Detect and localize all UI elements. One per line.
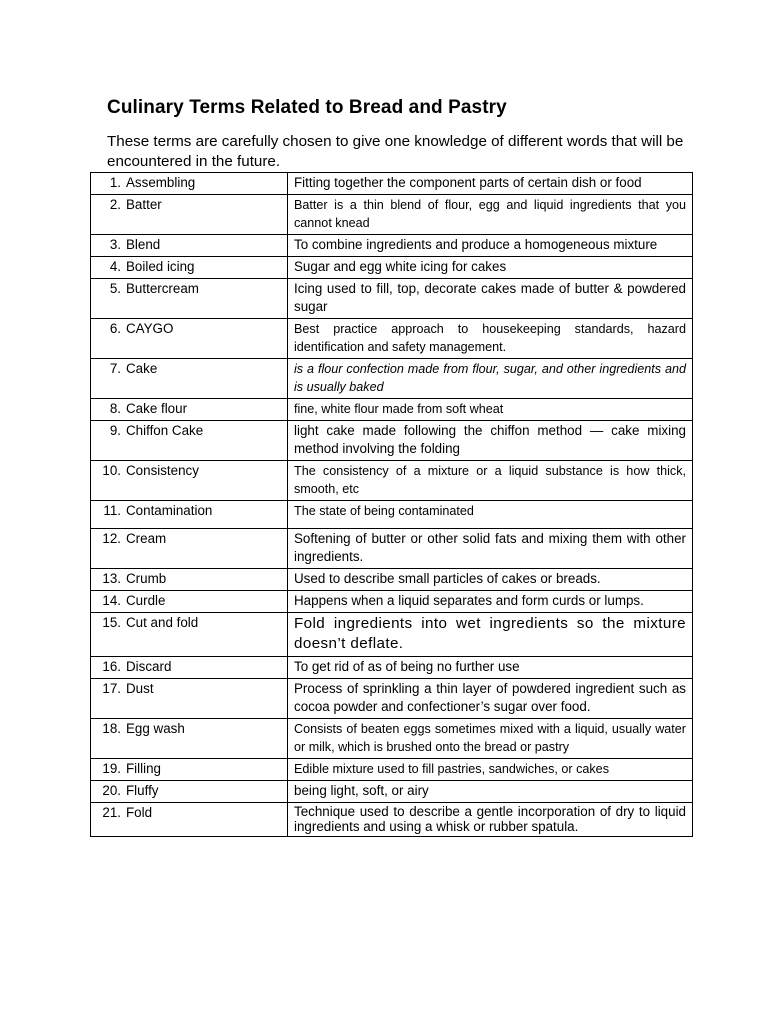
term-cell [91, 803, 288, 837]
term-number: 12. [102, 531, 121, 546]
table-row [91, 461, 693, 501]
term-cell [91, 195, 288, 235]
table-row [91, 235, 693, 257]
term-number: 19. [102, 761, 121, 776]
term-number: 14. [102, 593, 121, 608]
term-cell [91, 759, 288, 781]
term-name: Cut and fold [126, 615, 199, 630]
term-number: 13. [102, 571, 121, 586]
term-name: CAYGO [126, 321, 174, 336]
term-cell [91, 319, 288, 359]
table-row [91, 719, 693, 759]
term-number: 1. [109, 175, 121, 190]
definition-cell: light cake made following the chiffon method — cake mixing method involving the folding [288, 421, 693, 461]
term-cell [91, 173, 288, 195]
table-row [91, 591, 693, 613]
definition-cell: The consistency of a mixture or a liquid substance is how thick, smooth, etc [288, 461, 693, 501]
table-row [91, 501, 693, 529]
definition-cell: Process of sprinkling a thin layer of powdered ingredient such as cocoa powder and confectioner’s sugar over food. [288, 679, 693, 719]
term-name: Contamination [126, 503, 213, 518]
term-number: 2. [109, 197, 121, 212]
term-number: 20. [102, 783, 121, 798]
term-cell [91, 679, 288, 719]
term-number: 18. [102, 721, 121, 736]
term-name: Filling [126, 761, 161, 776]
term-name: Boiled icing [126, 259, 195, 274]
table-row [91, 803, 693, 837]
term-number: 10. [102, 463, 121, 478]
term-number: 15. [102, 615, 121, 630]
table-row [91, 679, 693, 719]
table-row [91, 319, 693, 359]
term-number: 6. [109, 321, 121, 336]
definition-cell: Fold ingredients into wet ingredients so the mixture doesn’t deflate. [288, 613, 693, 657]
term-cell [91, 235, 288, 257]
table-row [91, 257, 693, 279]
term-cell [91, 257, 288, 279]
definition-cell: Edible mixture used to fill pastries, sandwiches, or cakes [288, 759, 693, 781]
definition-cell: Used to describe small particles of cakes or breads. [288, 569, 693, 591]
term-cell [91, 359, 288, 399]
term-name: Batter [126, 197, 162, 212]
definition-cell: Happens when a liquid separates and form curds or lumps. [288, 591, 693, 613]
term-name: Consistency [126, 463, 199, 478]
intro-paragraph: These terms are carefully chosen to give one knowledge of different words that will be encountered in the future. [107, 133, 684, 170]
table-row [91, 279, 693, 319]
table-row [91, 359, 693, 399]
definition-cell: Softening of butter or other solid fats and mixing them with other ingredients. [288, 529, 693, 569]
term-number: 21. [102, 805, 121, 820]
term-cell [91, 399, 288, 421]
table-row [91, 569, 693, 591]
term-number: 9. [109, 423, 121, 438]
term-cell [91, 613, 288, 657]
term-name: Cake flour [126, 401, 188, 416]
terms-table [90, 172, 693, 837]
definition-cell: Icing used to fill, top, decorate cakes made of butter & powdered sugar [288, 279, 693, 319]
table-row [91, 195, 693, 235]
term-number: 7. [109, 361, 121, 376]
term-name: Cake [126, 361, 158, 376]
term-number: 11. [103, 503, 121, 518]
term-name: Blend [126, 237, 161, 252]
term-name: Discard [126, 659, 172, 674]
term-cell [91, 461, 288, 501]
definition-cell: Sugar and egg white icing for cakes [288, 257, 693, 279]
term-number: 17. [102, 681, 121, 696]
term-cell [91, 657, 288, 679]
definition-cell: Technique used to describe a gentle incorporation of dry to liquid ingredients and using a whisk or rubber spatula. [288, 803, 693, 837]
definition-cell: To get rid of as of being no further use [288, 657, 693, 679]
term-cell [91, 529, 288, 569]
term-number: 5. [109, 281, 121, 296]
term-name: Cream [126, 531, 167, 546]
term-name: Chiffon Cake [126, 423, 204, 438]
definition-cell: Consists of beaten eggs sometimes mixed with a liquid, usually water or milk, which is brushed onto the bread or pastry [288, 719, 693, 759]
table-row [91, 657, 693, 679]
page-title: Culinary Terms Related to Bread and Pastry [107, 97, 507, 118]
table-row [91, 613, 693, 657]
term-cell [91, 781, 288, 803]
definition-cell: being light, soft, or airy [288, 781, 693, 803]
table-row [91, 759, 693, 781]
definition-cell: Fitting together the component parts of certain dish or food [288, 173, 693, 195]
terms-table-body [91, 173, 693, 837]
term-number: 3. [109, 237, 121, 252]
table-row [91, 781, 693, 803]
table-row [91, 399, 693, 421]
definition-cell: fine, white flour made from soft wheat [288, 399, 693, 421]
term-cell [91, 279, 288, 319]
table-row [91, 421, 693, 461]
term-name: Fluffy [126, 783, 159, 798]
term-cell [91, 591, 288, 613]
term-cell [91, 569, 288, 591]
term-cell [91, 501, 288, 529]
definition-cell: Best practice approach to housekeeping standards, hazard identification and safety management. [288, 319, 693, 359]
term-number: 4. [109, 259, 121, 274]
term-name: Buttercream [126, 281, 199, 296]
table-row [91, 173, 693, 195]
definition-cell: To combine ingredients and produce a homogeneous mixture [288, 235, 693, 257]
term-name: Egg wash [126, 721, 185, 736]
term-name: Assembling [126, 175, 196, 190]
definition-cell: Batter is a thin blend of flour, egg and liquid ingredients that you cannot knead [288, 195, 693, 235]
definition-cell: is a flour confection made from flour, sugar, and other ingredients and is usually baked [288, 359, 693, 399]
table-row [91, 529, 693, 569]
term-cell [91, 719, 288, 759]
term-number: 8. [109, 401, 121, 416]
term-name: Fold [126, 805, 153, 820]
term-name: Crumb [126, 571, 167, 586]
term-cell [91, 421, 288, 461]
definition-cell: The state of being contaminated [288, 501, 693, 529]
term-number: 16. [102, 659, 121, 674]
term-name: Curdle [126, 593, 166, 608]
term-name: Dust [126, 681, 154, 696]
